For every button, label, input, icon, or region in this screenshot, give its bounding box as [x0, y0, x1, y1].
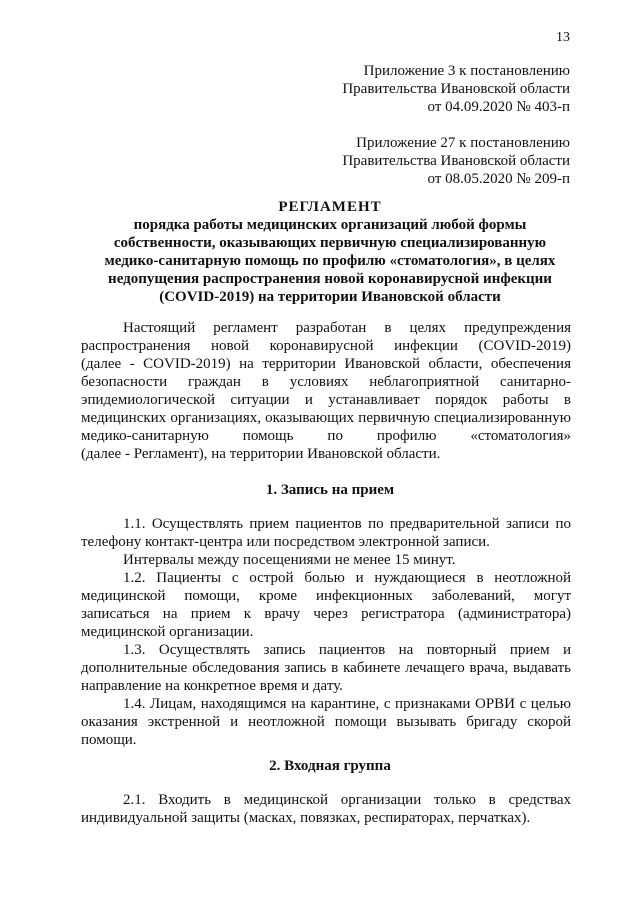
text-line: помощи.	[81, 732, 137, 748]
text-line: (далее - COVID-2019) на территории Ивановской области, обеспечения	[81, 356, 571, 372]
text-line: оказания экстренной и неотложной помощи вызывать бригаду скорой	[81, 714, 571, 730]
appendix-line: Приложение 3 к постановлению	[363, 63, 570, 79]
document-title	[80, 198, 580, 306]
appendix-reference-2	[342, 134, 570, 188]
title-line: (COVID-2019) на территории Ивановской области	[159, 289, 501, 305]
appendix-reference-1	[342, 62, 570, 116]
title-main: РЕГЛАМЕНТ	[278, 199, 382, 215]
text-line: медицинской организации.	[81, 624, 254, 640]
text-line: направление на конкретное время и дату.	[81, 678, 343, 694]
text-line: распространения новой коронавирусной инфекции (COVID-2019)	[81, 338, 571, 354]
text-line: 2.1. Входить в медицинской организации только в средствах	[123, 792, 571, 808]
page-number: 13	[556, 30, 570, 45]
title-line: недопущения распространения новой коронавирусной инфекции	[108, 271, 552, 287]
text-line: 1.4. Лицам, находящимся на карантине, с признаками ОРВИ с целью	[123, 696, 571, 712]
text-line: медицинских организациях, оказывающих первичную специализированную	[81, 410, 571, 426]
text-line: 1.2. Пациенты с острой болью и нуждающиеся в неотложной	[123, 570, 571, 586]
appendix-line: Приложение 27 к постановлению	[356, 135, 570, 151]
text-line: записаться на прием к врачу через регистратора (администратора)	[81, 606, 571, 622]
appendix-line: Правительства Ивановской области	[342, 153, 570, 169]
text-line: Интервалы между посещениями не менее 15 минут.	[123, 552, 456, 568]
appendix-line: от 08.05.2020 № 209-п	[427, 171, 570, 187]
text-line: безопасности граждан в условиях неблагоприятной санитарно-	[81, 374, 571, 390]
appendix-line: Правительства Ивановской области	[342, 81, 570, 97]
text-line: (далее - Регламент), на территории Ивановской области.	[81, 446, 441, 462]
text-line: эпидемиологической ситуации и устанавливает порядок работы в	[81, 392, 571, 408]
appendix-line: от 04.09.2020 № 403-п	[427, 99, 570, 115]
text-line: телефону контакт-центра или посредством электронной записи.	[81, 534, 490, 550]
title-line: порядка работы медицинских организаций любой формы	[133, 217, 527, 233]
text-line: 1.3. Осуществлять запись пациентов на повторный прием и	[123, 642, 571, 658]
text-line: медицинской помощи, кроме инфекционных заболеваний, могут	[81, 588, 571, 604]
section-2-heading: 2. Входная группа	[269, 758, 391, 774]
text-line: Настоящий регламент разработан в целях предупреждения	[123, 320, 571, 336]
text-line: 1.1. Осуществлять прием пациентов по предварительной записи по	[123, 516, 571, 532]
text-line: дополнительные обследования запись в кабинете лечащего врача, выдавать	[81, 660, 571, 676]
text-line: индивидуальной защиты (масках, повязках, респираторах, перчатках).	[81, 810, 531, 826]
preamble-paragraph	[81, 319, 571, 463]
section-1-body	[81, 515, 571, 749]
section-1-heading: 1. Запись на прием	[265, 482, 395, 498]
title-line: медико-санитарную помощь по профилю «стоматология», в целях	[104, 253, 556, 269]
section-2-body	[81, 791, 571, 827]
text-line: медико-санитарную помощь по профилю «стоматология»	[81, 428, 571, 444]
title-line: собственности, оказывающих первичную специализированную	[113, 235, 547, 251]
